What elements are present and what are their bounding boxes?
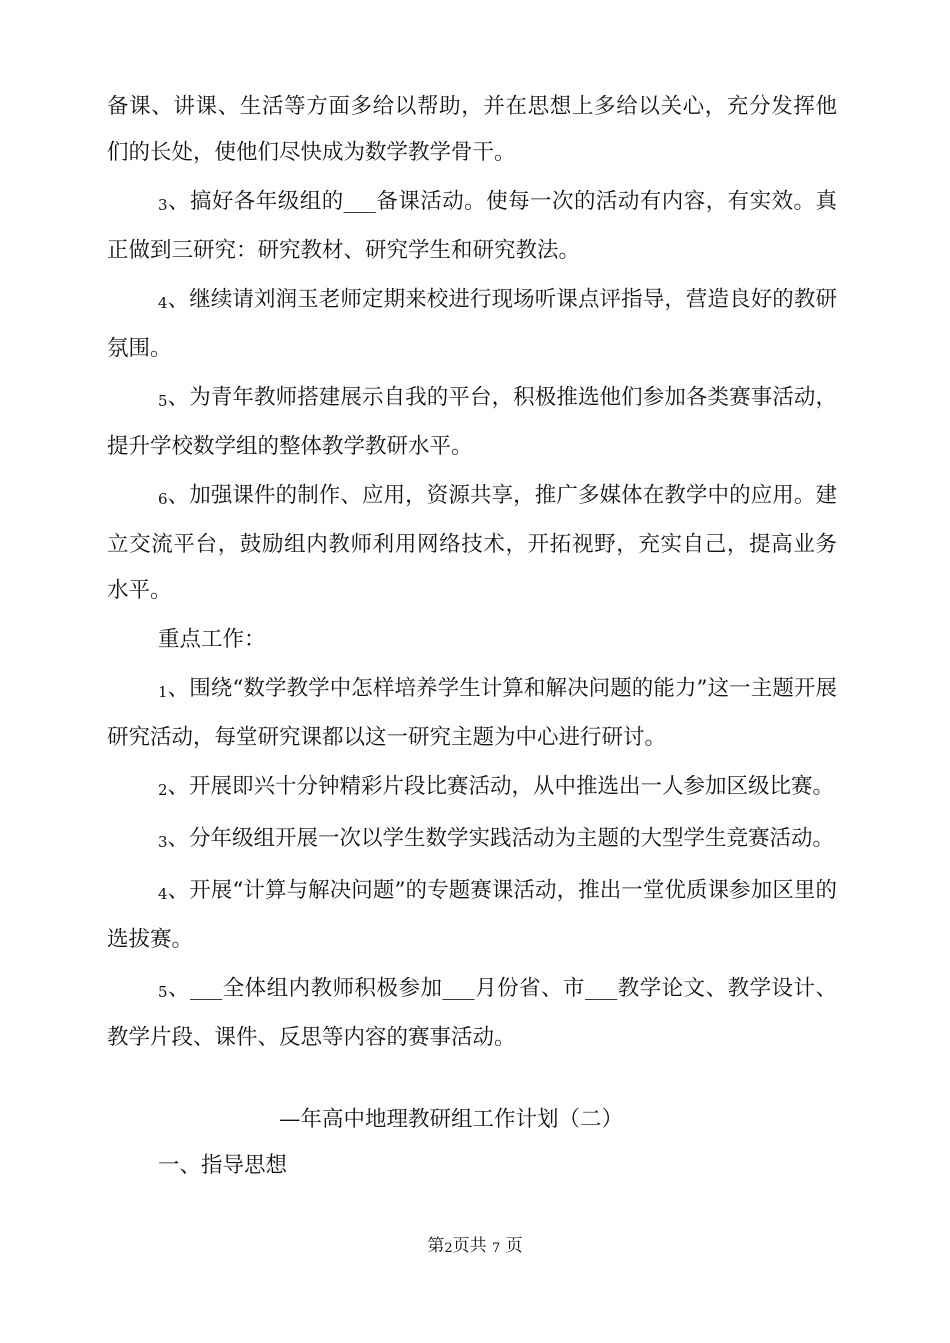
paragraph-item-6 [107, 473, 837, 614]
page-total: 7 [492, 1241, 501, 1256]
paragraph-text: 、搞好各年级组的___备课活动。使每一次的活动有内容，有实效。真正做到三研究：研究教材、研究学生和研究教法。 [107, 189, 837, 263]
paragraph-text: 、开展“计算与解决问题”的专题赛课活动，推出一堂优质课参加区里的选拔赛。 [107, 878, 837, 952]
item-number: 4 [158, 294, 168, 312]
item-number: 5 [158, 983, 168, 1001]
paragraph-text: 、分年级组开展一次以学生数学实践活动为主题的大型学生竞赛活动。 [167, 826, 835, 851]
key-work-item-1 [107, 666, 837, 761]
paragraph-text: 备课、讲课、生活等方面多给以帮助，并在思想上多给以关心，充分发挥他们的长处，使他们尽快成为数学教学骨干。 [107, 94, 837, 165]
paragraph-item-3 [107, 179, 837, 274]
paragraph-text: 重点工作： [158, 627, 266, 652]
footer-prefix: 第 [427, 1236, 445, 1256]
paragraph-text: 、为青年教师搭建展示自我的平台，积极推选他们参加各类赛事活动，提升学校数学组的整体教学教研水平。 [107, 385, 837, 459]
item-number: 1 [158, 683, 168, 701]
item-number: 2 [158, 781, 168, 799]
footer-suffix: 页 [500, 1236, 523, 1256]
document-title: —年高中地理教研组工作计划（二） [279, 1107, 624, 1132]
paragraph-item-5 [107, 375, 837, 470]
key-work-item-5 [107, 966, 837, 1061]
paragraph-text: 、开展即兴十分钟精彩片段比赛活动，从中推选出一人参加区级比赛。 [167, 774, 835, 799]
document-body [107, 84, 837, 1064]
paragraph-item-4 [107, 277, 837, 372]
paragraph-continuation [107, 84, 837, 176]
item-number: 5 [158, 392, 168, 410]
page-number: 2 [444, 1241, 453, 1256]
item-number: 6 [158, 490, 168, 508]
key-work-item-4 [107, 868, 837, 963]
paragraph-text: 、加强课件的制作、应用，资源共享，推广多媒体在教学中的应用。建立交流平台，鼓励组内教师利用网络技术，开拓视野，充实自己，提高业务水平。 [107, 483, 837, 603]
item-number: 3 [158, 196, 168, 214]
section-heading: 一、指导思想 [158, 1153, 288, 1178]
footer-middle: 页共 [452, 1236, 492, 1256]
paragraph-text: 、继续请刘润玉老师定期来校进行现场听课点评指导，营造良好的教研氛围。 [107, 287, 837, 361]
key-work-label [107, 617, 837, 663]
item-number: 3 [158, 833, 168, 851]
paragraph-text: 、围绕“数学教学中怎样培养学生计算和解决问题的能力”这一主题开展研究活动，每堂研究课都以这一研究主题为中心进行研讨。 [107, 676, 837, 750]
key-work-item-3 [107, 816, 837, 865]
key-work-item-2 [107, 764, 837, 813]
paragraph-text: 、___全体组内教师积极参加___月份省、市___教学论文、教学设计、教学片段、课件、反思等内容的赛事活动。 [107, 976, 837, 1050]
page-footer [0, 1234, 950, 1261]
item-number: 4 [158, 885, 168, 903]
